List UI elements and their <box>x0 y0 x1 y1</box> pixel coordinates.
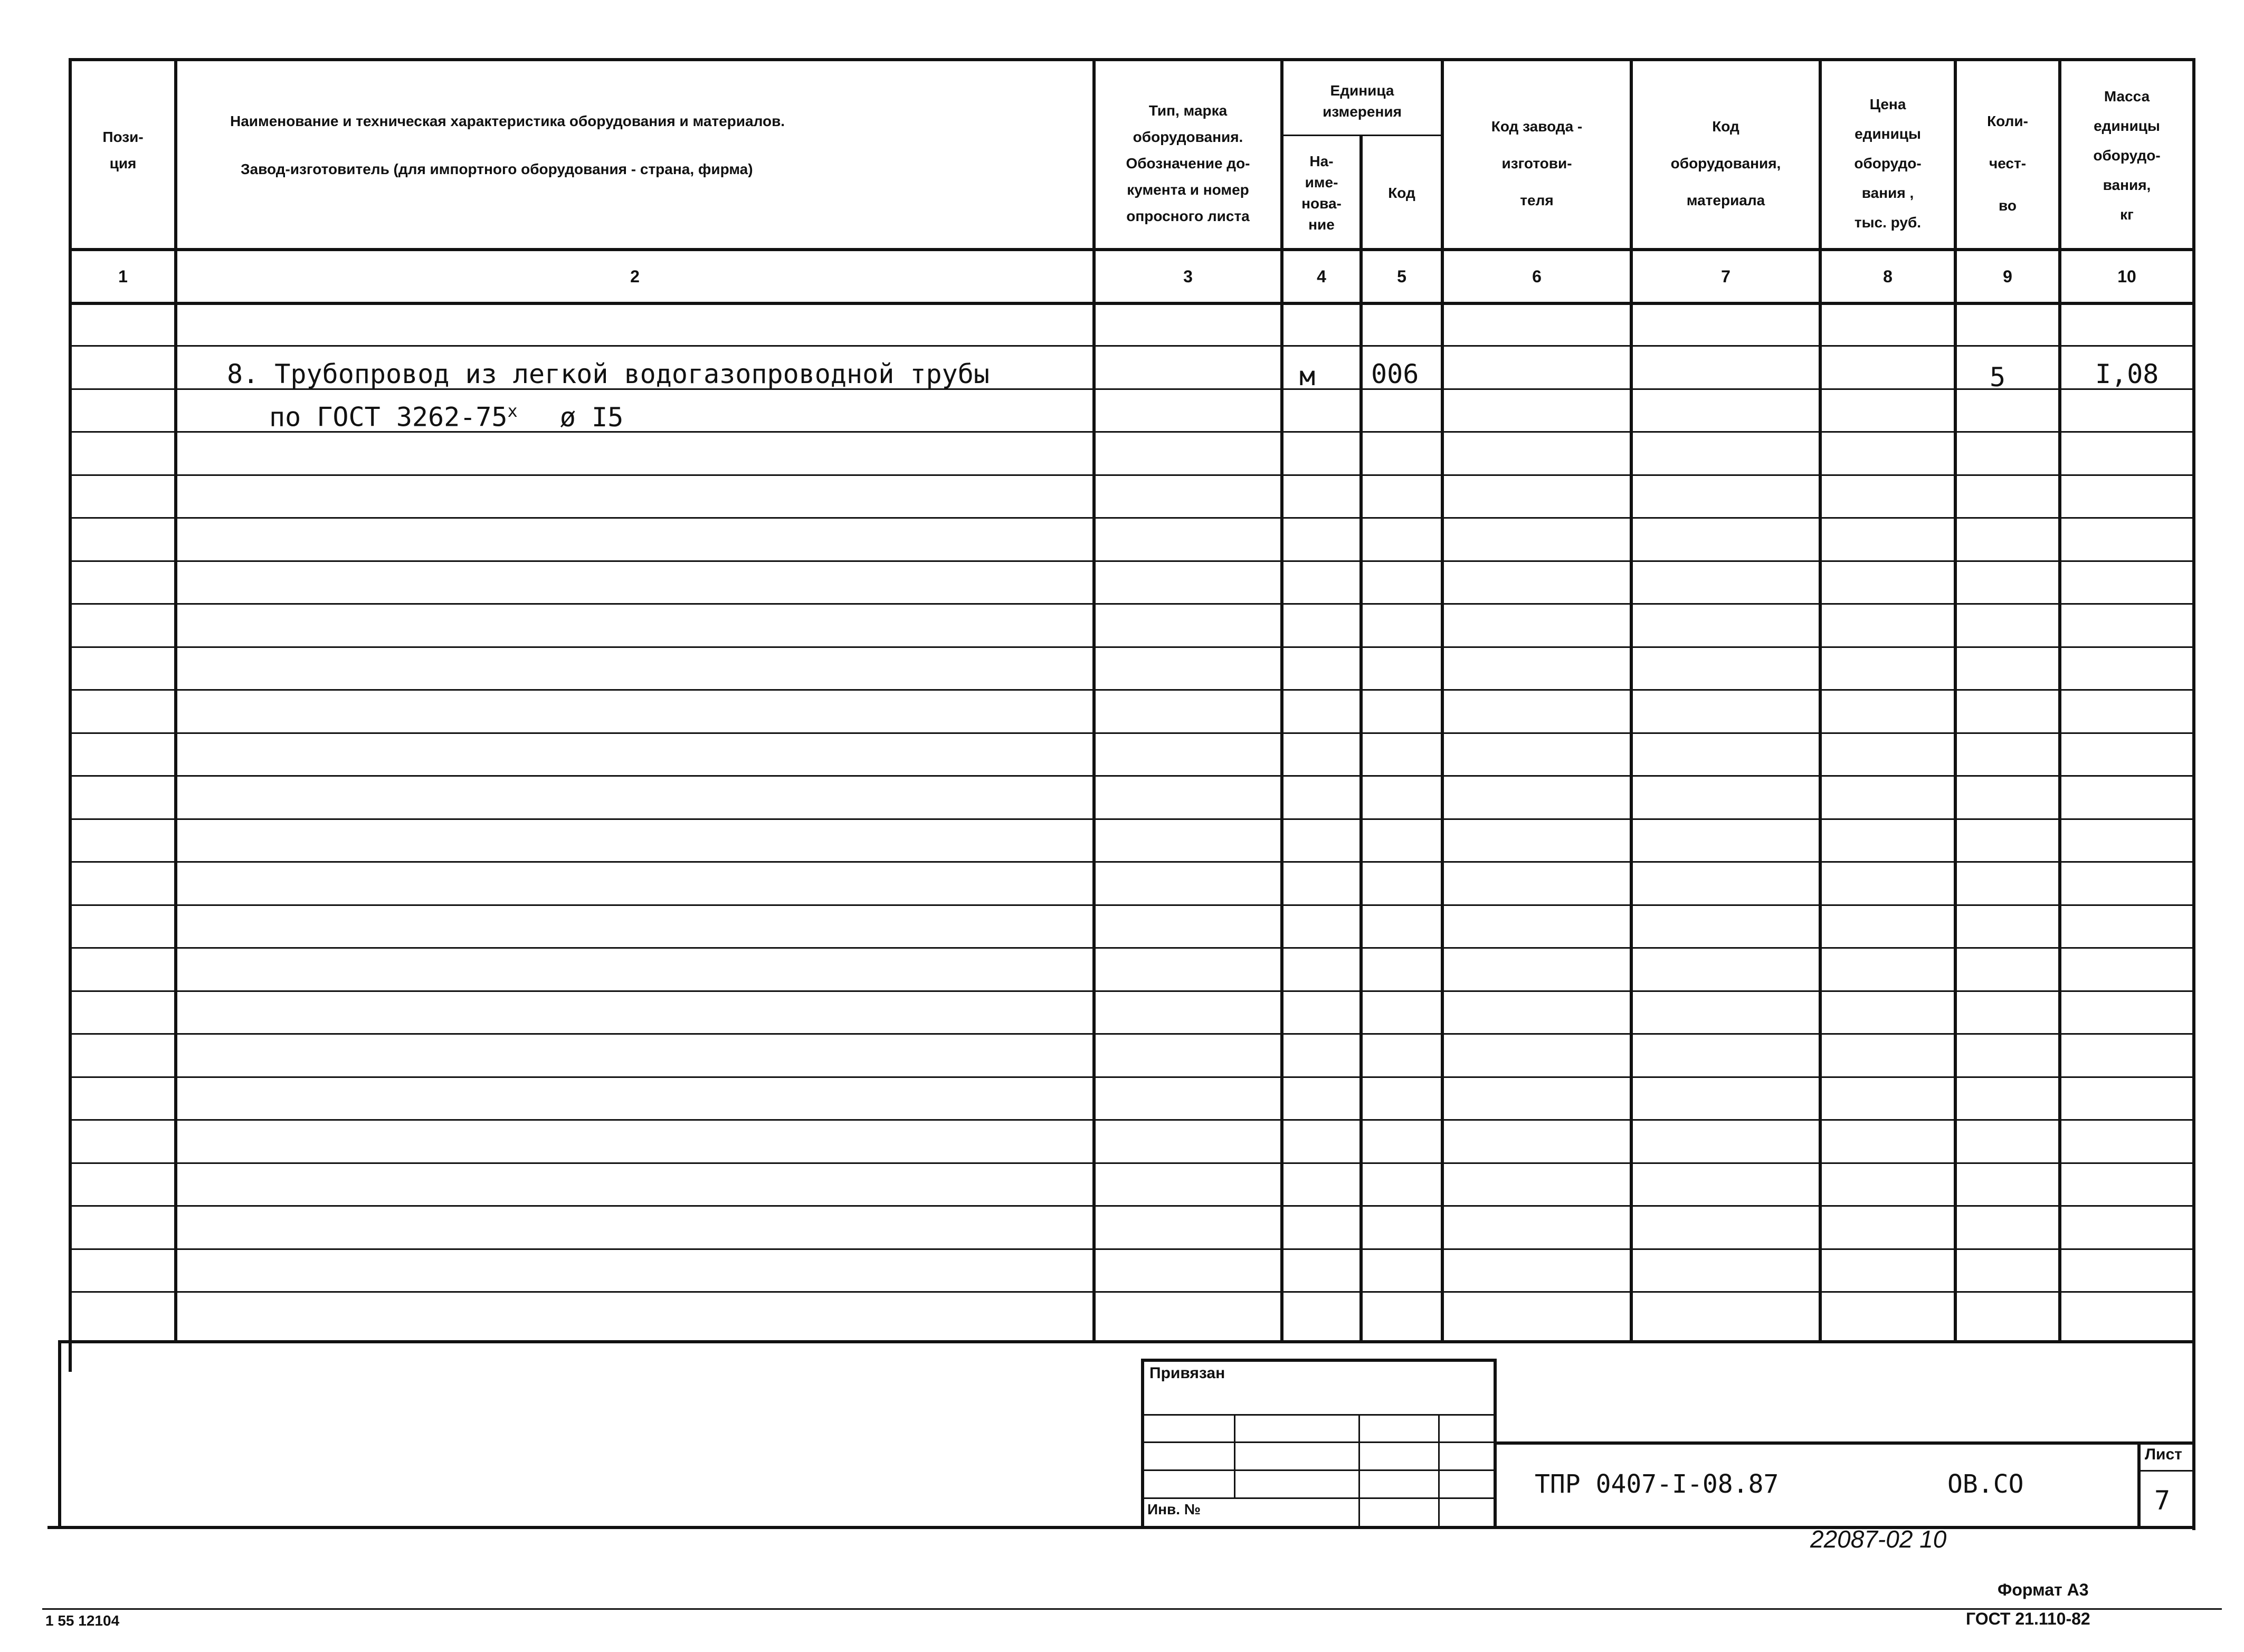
header-manufacturer-code: Код завода - изготови- теля <box>1491 118 1583 208</box>
bound-label: Привязан <box>1149 1364 1225 1382</box>
stamp-left-line <box>1141 1359 1144 1527</box>
column-number: 10 <box>2117 266 2136 286</box>
row-line <box>69 689 2195 691</box>
frame-right <box>2192 58 2195 1530</box>
col-line-6 <box>1630 58 1633 1340</box>
row-line <box>69 775 2195 777</box>
col-line-1 <box>174 58 177 1340</box>
header-mass: Масса единицы оборудо- вания, кг <box>2093 88 2161 223</box>
header-unit-group: Единица измерения <box>1323 82 1402 120</box>
header-position: Пози- ция <box>102 129 144 171</box>
column-number: 2 <box>630 266 640 286</box>
header-unit-code: Код <box>1388 185 1415 201</box>
unit-group-split-line <box>1280 135 1441 136</box>
column-number: 1 <box>118 266 128 286</box>
row-line <box>69 1248 2195 1250</box>
row-line <box>69 861 2195 863</box>
row-line <box>69 560 2195 562</box>
sheet-number: 7 <box>2154 1485 2171 1516</box>
stamp-col-line <box>1234 1414 1235 1497</box>
col-line-9 <box>2058 58 2061 1340</box>
row-line <box>69 1076 2195 1078</box>
left-code: 1 55 12104 <box>45 1612 120 1629</box>
item-quantity: 5 <box>1990 362 2006 393</box>
title-top-line <box>1494 1441 2195 1445</box>
header-name-line1: Наименование и техническая характеристика оборудования и материалов. <box>230 113 785 129</box>
sheet-cell-split-line <box>2137 1470 2195 1472</box>
row-line <box>69 818 2195 820</box>
item-name-line1: 8. Трубопровод из легкой водогазопроводной трубы <box>227 359 990 389</box>
item-unit-code: 006 <box>1371 359 1419 389</box>
column-number: 5 <box>1397 266 1406 286</box>
stamp-top-line <box>1141 1359 1496 1362</box>
row-line <box>69 1033 2195 1035</box>
header-name-line2: Завод-изготовитель (для импортного оборудования - страна, фирма) <box>241 161 753 177</box>
column-number: 8 <box>1883 266 1893 286</box>
header-type: Тип, марка оборудования. Обозначение до- кумента и номер опросного листа <box>1126 102 1250 224</box>
row-line <box>69 1291 2195 1293</box>
standard-label: ГОСТ 21.110-82 <box>1966 1609 2090 1628</box>
row-line <box>69 904 2195 906</box>
stamp-row-line <box>1141 1414 1496 1416</box>
stamp-col-line <box>1358 1414 1360 1526</box>
item-name-line2 <box>269 401 623 433</box>
item-mass: I,08 <box>2095 359 2159 389</box>
document-code: ОВ.СО <box>1947 1469 2024 1499</box>
footer-line <box>42 1608 2222 1610</box>
row-line <box>69 1119 2195 1121</box>
stamp-row-line <box>1141 1497 1496 1499</box>
row-line <box>69 947 2195 949</box>
item-standard-superscript: х <box>507 401 518 421</box>
archive-number: 22087-02 10 <box>1810 1525 1947 1553</box>
column-number: 7 <box>1721 266 1730 286</box>
col-line-8 <box>1954 58 1957 1340</box>
sheet-cell-left-line <box>2137 1441 2141 1526</box>
column-number: 9 <box>2003 266 2012 286</box>
header-quantity: Коли- чест- во <box>1987 113 2028 214</box>
row-line <box>69 1205 2195 1207</box>
row-line <box>69 345 2195 347</box>
stamp-row-line <box>1141 1469 1496 1471</box>
col-line-2 <box>1092 58 1096 1340</box>
row-line <box>69 732 2195 734</box>
item-unit: м <box>1299 361 1316 391</box>
sheet-label: Лист <box>2145 1446 2182 1463</box>
row-line <box>69 646 2195 648</box>
frame-top <box>69 58 2195 61</box>
format-label: Формат А3 <box>1998 1580 2089 1599</box>
col-line-5 <box>1441 58 1444 1340</box>
numbers-row-bottom-line <box>69 302 2195 305</box>
col-line-4 <box>1359 135 1363 1340</box>
column-number: 3 <box>1183 266 1193 286</box>
row-line <box>69 474 2195 476</box>
column-number: 6 <box>1532 266 1542 286</box>
item-diameter: ø I5 <box>559 402 624 433</box>
document-designation: ТПР 0407-I-08.87 <box>1535 1469 1779 1499</box>
table-bottom-line <box>58 1340 2195 1343</box>
col-line-3 <box>1280 58 1283 1340</box>
row-line <box>69 1162 2195 1164</box>
column-number: 4 <box>1317 266 1326 286</box>
inventory-label: Инв. № <box>1147 1501 1201 1517</box>
header-unit-name: На- име- нова- ние <box>1301 153 1342 233</box>
header-equipment-code: Код оборудования, материала <box>1670 118 1781 208</box>
row-line <box>69 603 2195 605</box>
frame-left-lower <box>58 1340 61 1527</box>
stamp-row-line <box>1141 1441 1496 1443</box>
col-line-7 <box>1819 58 1822 1340</box>
item-standard: по ГОСТ 3262-75 <box>269 402 508 433</box>
row-line <box>69 990 2195 992</box>
header-price: Цена единицы оборудо- вания , тыс. руб. <box>1854 96 1922 231</box>
stamp-col-line <box>1438 1414 1440 1526</box>
row-line <box>69 517 2195 519</box>
